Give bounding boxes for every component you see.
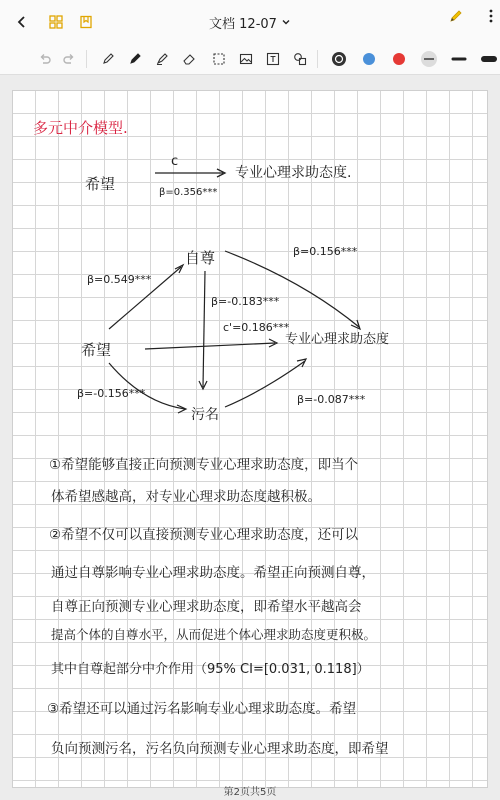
- pencil-icon: [448, 8, 464, 24]
- beta-left-bottom: β=-0.156***: [77, 387, 146, 400]
- toolbar-divider: [317, 50, 318, 68]
- color-red-icon: [392, 52, 406, 66]
- node-right: 专业心理求助态度: [285, 332, 390, 347]
- more-vertical-icon: [488, 8, 494, 24]
- shape-tool[interactable]: [289, 48, 311, 70]
- color-swatch-blue[interactable]: [358, 48, 380, 70]
- lasso-select-icon: [212, 52, 226, 66]
- note-line: 提高个体的自尊水平，从而促进个体心理求助态度更积极。: [51, 627, 377, 642]
- node-bottom: 污名: [191, 407, 219, 423]
- note-line: ③希望还可以通过污名影响专业心理求助态度。希望: [47, 701, 357, 717]
- stroke-thick[interactable]: [478, 48, 500, 70]
- note-line: 自尊正向预测专业心理求助态度，即希望水平越高会: [51, 599, 362, 615]
- stroke-thin-selected[interactable]: [418, 48, 440, 70]
- redo-button[interactable]: [58, 48, 80, 70]
- node-top: 自尊: [185, 249, 216, 267]
- note-line: 其中自尊起部分中介作用（95% CI=[0.031, 0.118]）: [51, 662, 370, 677]
- edit-mode-button[interactable]: [448, 8, 464, 28]
- beta-left-top: β=0.549***: [87, 273, 152, 286]
- eraser-icon: [182, 52, 196, 66]
- color-blue-icon: [362, 52, 376, 66]
- beta-bottom-right: β=-0.087***: [297, 393, 366, 406]
- image-insert-tool[interactable]: [235, 48, 257, 70]
- color-swatch-dark[interactable]: [328, 48, 350, 70]
- pencil-tool-icon: [101, 52, 115, 66]
- model-top-right: 专业心理求助态度.: [235, 165, 352, 181]
- handwriting-canvas[interactable]: [13, 91, 487, 787]
- note-line: 负向预测污名，污名负向预测专业心理求助态度，即希望: [51, 741, 389, 757]
- highlighter-tool[interactable]: [151, 48, 173, 70]
- model-top-path: c: [171, 154, 179, 169]
- shape-icon: [293, 52, 307, 66]
- lasso-tool[interactable]: [208, 48, 230, 70]
- drawing-toolbar: [0, 44, 500, 75]
- note-line: ①希望能够直接正向预测专业心理求助态度，即当个: [49, 457, 359, 473]
- model-top-left: 希望: [85, 175, 116, 193]
- toolbar-divider: [86, 50, 87, 68]
- note-line: 体希望感越高，对专业心理求助态度越积极。: [51, 489, 321, 505]
- image-insert-icon: [239, 52, 253, 66]
- beta-top-bottom: β=-0.183***: [211, 295, 280, 308]
- note-line: ②希望不仅可以直接预测专业心理求助态度，还可以: [49, 527, 359, 543]
- text-box-icon: [266, 52, 280, 66]
- undo-icon: [38, 52, 52, 66]
- node-left: 希望: [81, 341, 112, 359]
- stroke-medium[interactable]: [448, 48, 470, 70]
- stroke-medium-icon: [450, 52, 468, 66]
- beta-top-right: β=0.156***: [293, 245, 358, 258]
- page-indicator: 第2页共5页: [223, 787, 277, 798]
- redo-icon: [62, 52, 76, 66]
- model-top-beta: β=0.356***: [159, 187, 218, 198]
- beta-direct: c'=0.186***: [223, 321, 290, 334]
- document-title-menu[interactable]: [0, 0, 500, 44]
- pen-tool[interactable]: [124, 48, 146, 70]
- text-box-tool[interactable]: [262, 48, 284, 70]
- document-title: 文档 12-07: [209, 16, 277, 32]
- stroke-thick-icon: [480, 52, 498, 66]
- eraser-tool[interactable]: [178, 48, 200, 70]
- color-swatch-red[interactable]: [388, 48, 410, 70]
- chevron-down-icon: [281, 17, 291, 27]
- pen-tool-icon: [128, 52, 142, 66]
- stroke-thin-icon: [420, 50, 438, 68]
- note-line: 通过自尊影响专业心理求助态度。希望正向预测自尊，: [51, 565, 375, 581]
- undo-button[interactable]: [34, 48, 56, 70]
- more-options-button[interactable]: [488, 8, 494, 28]
- pencil-tool[interactable]: [97, 48, 119, 70]
- note-heading: 多元中介模型.: [33, 119, 128, 137]
- highlighter-icon: [155, 52, 169, 66]
- color-dark-selected-icon: [331, 51, 347, 67]
- note-page[interactable]: [12, 90, 488, 788]
